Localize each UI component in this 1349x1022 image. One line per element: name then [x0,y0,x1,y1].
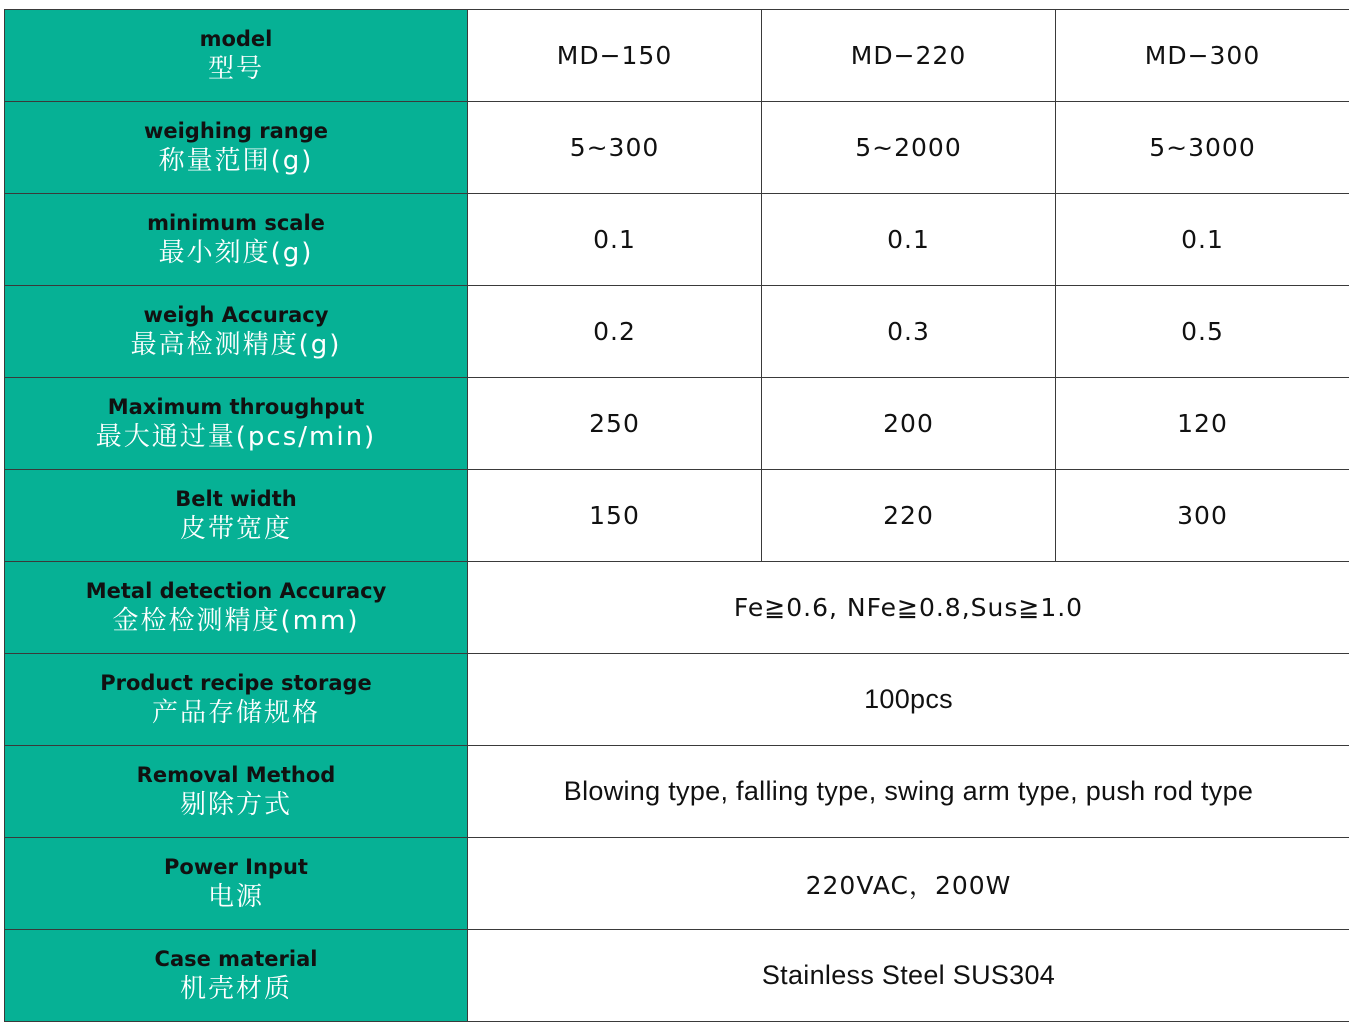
spec-table [4,9,1349,1022]
row-label [5,838,468,930]
label-zh: 机壳材质 [5,972,467,1006]
cell-value: 0.3 [762,286,1056,378]
label-en: Case material [5,946,467,972]
label-zh: 皮带宽度 [5,512,467,546]
cell-value: 120 [1056,378,1349,470]
label-zh: 金检检测精度(mm) [5,604,467,638]
label-zh: 最大通过量(pcs/min) [5,420,467,454]
label-en: weigh Accuracy [5,302,467,328]
label-zh: 最小刻度(g) [5,236,467,270]
label-en: Maximum throughput [5,394,467,420]
row-model [5,10,1349,102]
cell-value: 0.1 [468,194,762,286]
label-en: model [5,26,467,52]
cell-value: 300 [1056,470,1349,562]
cell-value: 220 [762,470,1056,562]
row-label [5,286,468,378]
cell-value: 250 [468,378,762,470]
cell-value: 0.5 [1056,286,1349,378]
label-en: Product recipe storage [5,670,467,696]
label-zh: 最高检测精度(g) [5,328,467,362]
cell-value: 5~300 [468,102,762,194]
cell-value: 5~2000 [762,102,1056,194]
row-weigh-accuracy [5,286,1349,378]
row-maximum-throughput [5,378,1349,470]
cell-value: MD−220 [762,10,1056,102]
cell-value: 150 [468,470,762,562]
cell-value: MD−300 [1056,10,1349,102]
cell-value-merged: Stainless Steel SUS304 [468,930,1349,1022]
cell-value: 0.1 [762,194,1056,286]
row-label [5,10,468,102]
label-en: Metal detection Accuracy [5,578,467,604]
label-zh: 产品存储规格 [5,696,467,730]
label-en: Belt width [5,486,467,512]
row-metal-detection-accuracy [5,562,1349,654]
row-product-recipe-storage [5,654,1349,746]
cell-value: 0.1 [1056,194,1349,286]
row-label [5,654,468,746]
row-power-input [5,838,1349,930]
cell-value: 5~3000 [1056,102,1349,194]
label-zh: 型号 [5,52,467,86]
label-en: minimum scale [5,210,467,236]
row-label [5,102,468,194]
cell-value: 200 [762,378,1056,470]
row-belt-width [5,470,1349,562]
label-zh: 电源 [5,880,467,914]
cell-value-merged: 220VAC，200W [468,838,1349,930]
row-label [5,930,468,1022]
row-case-material [5,930,1349,1022]
cell-value: MD−150 [468,10,762,102]
row-label [5,378,468,470]
label-en: weighing range [5,118,467,144]
row-label [5,746,468,838]
cell-value-merged: Fe≧0.6, NFe≧0.8,Sus≧1.0 [468,562,1349,654]
row-removal-method [5,746,1349,838]
row-minimum-scale [5,194,1349,286]
label-zh: 剔除方式 [5,788,467,822]
label-zh: 称量范围(g) [5,144,467,178]
row-label [5,470,468,562]
label-en: Removal Method [5,762,467,788]
cell-value: 0.2 [468,286,762,378]
row-label [5,194,468,286]
row-label [5,562,468,654]
cell-value-merged: 100pcs [468,654,1349,746]
cell-value-merged: Blowing type, falling type, swing arm type, push rod type [468,746,1349,838]
row-weighing-range [5,102,1349,194]
label-en: Power Input [5,854,467,880]
